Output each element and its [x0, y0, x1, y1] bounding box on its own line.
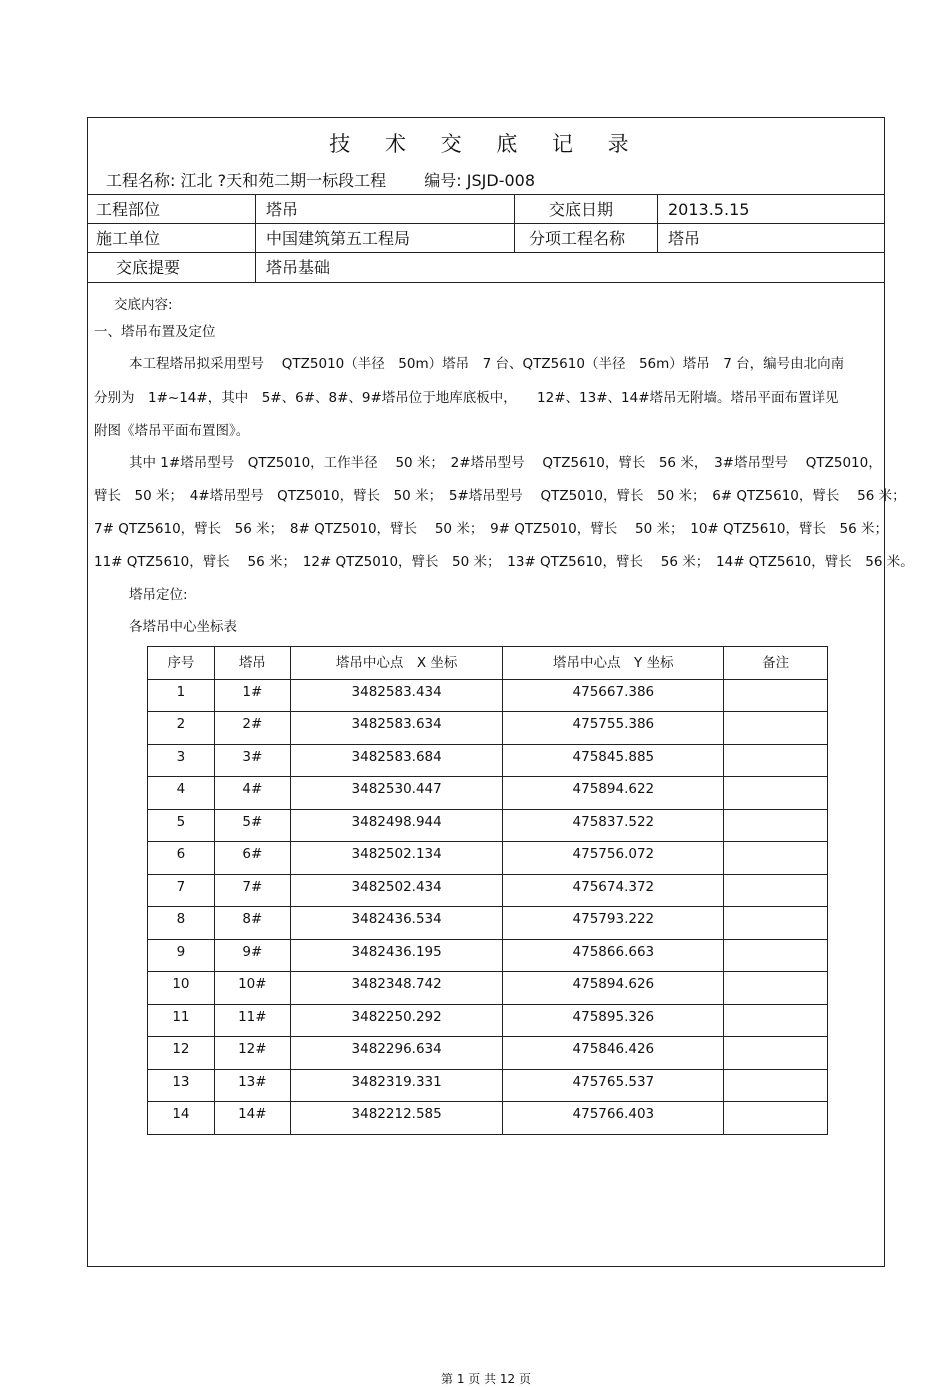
- cell-index: 14: [148, 1102, 215, 1135]
- paragraph2-line2: 臂长 50 米； 4#塔吊型号 QTZ5010，臂长 50 米； 5#塔吊型号 QTZ5010，臂长 50 米； 6# QTZ5610，臂长 56 米；: [94, 488, 906, 504]
- project-info-line: [106, 168, 535, 191]
- cell-remark: [724, 874, 828, 907]
- cell-index: 4: [148, 777, 215, 810]
- header-x: 塔吊中心点 X 坐标: [290, 647, 503, 680]
- header-index: 序号: [148, 647, 215, 680]
- content-intro: 交底内容:: [114, 297, 173, 313]
- cell-y: 475755.386: [503, 712, 724, 745]
- label-sub-project: 分项工程名称: [529, 229, 626, 248]
- cell-remark: [724, 712, 828, 745]
- table-row: [148, 1069, 828, 1102]
- cell-y: 475766.403: [503, 1102, 724, 1135]
- label-project-part: 工程部位: [96, 200, 161, 219]
- cell-y: 475894.626: [503, 972, 724, 1005]
- cell-remark: [724, 939, 828, 972]
- value-summary: 塔吊基础: [266, 258, 331, 277]
- cell-index: 1: [148, 679, 215, 712]
- cell-index: 5: [148, 809, 215, 842]
- cell-index: 2: [148, 712, 215, 745]
- header-row-3: [88, 252, 884, 283]
- cell-x: 3482583.684: [290, 744, 503, 777]
- paragraph2-line1: 其中 1#塔吊型号 QTZ5010，工作半径 50 米； 2#塔吊型号 QTZ5610，臂长 56 米， 3#塔吊型号 QTZ5010，: [129, 455, 882, 471]
- document-frame: [87, 117, 914, 1386]
- paragraph1-line1: 本工程塔吊拟采用型号 QTZ5010（半径 50m）塔吊 7 台、QTZ5610（半径 56m）塔吊 7 台，编号由北向南: [129, 356, 845, 372]
- cell-x: 3482502.434: [290, 874, 503, 907]
- cell-crane: 10#: [214, 972, 290, 1005]
- cell-crane: 11#: [214, 1004, 290, 1037]
- cell-crane: 12#: [214, 1037, 290, 1070]
- cell-y: 475895.326: [503, 1004, 724, 1037]
- cell-index: 8: [148, 907, 215, 940]
- cell-x: 3482296.634: [290, 1037, 503, 1070]
- cell-crane: 7#: [214, 874, 290, 907]
- cell-remark: [724, 1037, 828, 1070]
- cell-y: 475845.885: [503, 744, 724, 777]
- label-handover-date: 交底日期: [549, 200, 614, 219]
- cell-remark: [724, 679, 828, 712]
- cell-crane: 6#: [214, 842, 290, 875]
- paragraph1-line3: 附图《塔吊平面布置图》。: [94, 423, 250, 439]
- table-row: [148, 874, 828, 907]
- header-y: 塔吊中心点 Y 坐标: [503, 647, 724, 680]
- cell-remark: [724, 1069, 828, 1102]
- label-construction-unit: 施工单位: [96, 229, 161, 248]
- cell-remark: [724, 972, 828, 1005]
- cell-x: 3482319.331: [290, 1069, 503, 1102]
- cell-index: 9: [148, 939, 215, 972]
- cell-x: 3482583.634: [290, 712, 503, 745]
- cell-x: 3482498.944: [290, 809, 503, 842]
- value-handover-date: 2013.5.15: [668, 200, 750, 219]
- cell-y: 475793.222: [503, 907, 724, 940]
- cell-x: 3482436.534: [290, 907, 503, 940]
- cell-crane: 13#: [214, 1069, 290, 1102]
- cell-crane: 2#: [214, 712, 290, 745]
- paragraph1-line2: 分别为 1#~14#，其中 5#、6#、8#、9#塔吊位于地库底板中， 12#、13#、14#塔吊无附墙。塔吊平面布置详见: [94, 390, 839, 406]
- cell-remark: [724, 777, 828, 810]
- number-label: 编号:: [424, 171, 462, 190]
- cell-y: 475846.426: [503, 1037, 724, 1070]
- cell-index: 11: [148, 1004, 215, 1037]
- table-row: [148, 1037, 828, 1070]
- cell-index: 7: [148, 874, 215, 907]
- positioning-heading: 塔吊定位:: [129, 587, 188, 603]
- cell-x: 3482502.134: [290, 842, 503, 875]
- cell-y: 475837.522: [503, 809, 724, 842]
- header-remark: 备注: [724, 647, 828, 680]
- cell-index: 10: [148, 972, 215, 1005]
- cell-remark: [724, 842, 828, 875]
- cell-index: 13: [148, 1069, 215, 1102]
- header-crane: 塔吊: [214, 647, 290, 680]
- page-footer: 第 1 页 共 12 页: [441, 1372, 531, 1386]
- cell-remark: [724, 744, 828, 777]
- cell-crane: 8#: [214, 907, 290, 940]
- table-row: [148, 842, 828, 875]
- cell-crane: 9#: [214, 939, 290, 972]
- table-row: [148, 972, 828, 1005]
- table-row: [148, 744, 828, 777]
- cell-index: 3: [148, 744, 215, 777]
- cell-y: 475667.386: [503, 679, 724, 712]
- table-row: [148, 1102, 828, 1135]
- cell-x: 3482530.447: [290, 777, 503, 810]
- cell-crane: 1#: [214, 679, 290, 712]
- cell-remark: [724, 809, 828, 842]
- table-row: [148, 809, 828, 842]
- cell-y: 475674.372: [503, 874, 724, 907]
- table-row: [148, 907, 828, 940]
- cell-crane: 3#: [214, 744, 290, 777]
- cell-crane: 14#: [214, 1102, 290, 1135]
- cell-y: 475866.663: [503, 939, 724, 972]
- project-name-label: 工程名称:: [106, 171, 176, 190]
- cell-index: 12: [148, 1037, 215, 1070]
- document-title: 技 术 交 底 记 录: [329, 132, 643, 156]
- document-number: JSJD-008: [466, 171, 536, 190]
- paragraph2-line3: 7# QTZ5610，臂长 56 米； 8# QTZ5010，臂长 50 米； 9# QTZ5010，臂长 50 米； 10# QTZ5610，臂长 56 米；: [94, 521, 888, 537]
- cell-crane: 5#: [214, 809, 290, 842]
- cell-x: 3482436.195: [290, 939, 503, 972]
- table-row: [148, 939, 828, 972]
- label-summary: 交底提要: [116, 258, 181, 277]
- cell-y: 475765.537: [503, 1069, 724, 1102]
- cell-crane: 4#: [214, 777, 290, 810]
- table-row: [148, 777, 828, 810]
- paragraph2-line4: 11# QTZ5610，臂长 56 米； 12# QTZ5010，臂长 50 米； 13# QTZ5610，臂长 56 米； 14# QTZ5610，臂长 56 米。: [94, 554, 914, 570]
- section-heading: 一、塔吊布置及定位: [94, 324, 216, 340]
- cell-remark: [724, 1004, 828, 1037]
- coordinate-table: [147, 646, 828, 1135]
- table-row: [148, 679, 828, 712]
- table-row: [148, 712, 828, 745]
- cell-y: 475894.622: [503, 777, 724, 810]
- project-name: 江北 ?天和苑二期一标段工程: [180, 171, 387, 190]
- cell-y: 475756.072: [503, 842, 724, 875]
- cell-remark: [724, 907, 828, 940]
- cell-x: 3482348.742: [290, 972, 503, 1005]
- cell-x: 3482212.585: [290, 1102, 503, 1135]
- cell-x: 3482583.434: [290, 679, 503, 712]
- coordinate-table-header: [148, 647, 828, 680]
- table-caption: 各塔吊中心坐标表: [129, 619, 237, 635]
- value-project-part: 塔吊: [266, 200, 299, 219]
- table-row: [148, 1004, 828, 1037]
- value-construction-unit: 中国建筑第五工程局: [266, 229, 411, 248]
- cell-x: 3482250.292: [290, 1004, 503, 1037]
- cell-remark: [724, 1102, 828, 1135]
- header-row-1: [88, 194, 884, 224]
- cell-index: 6: [148, 842, 215, 875]
- header-row-2: [88, 223, 884, 253]
- value-sub-project: 塔吊: [668, 229, 701, 248]
